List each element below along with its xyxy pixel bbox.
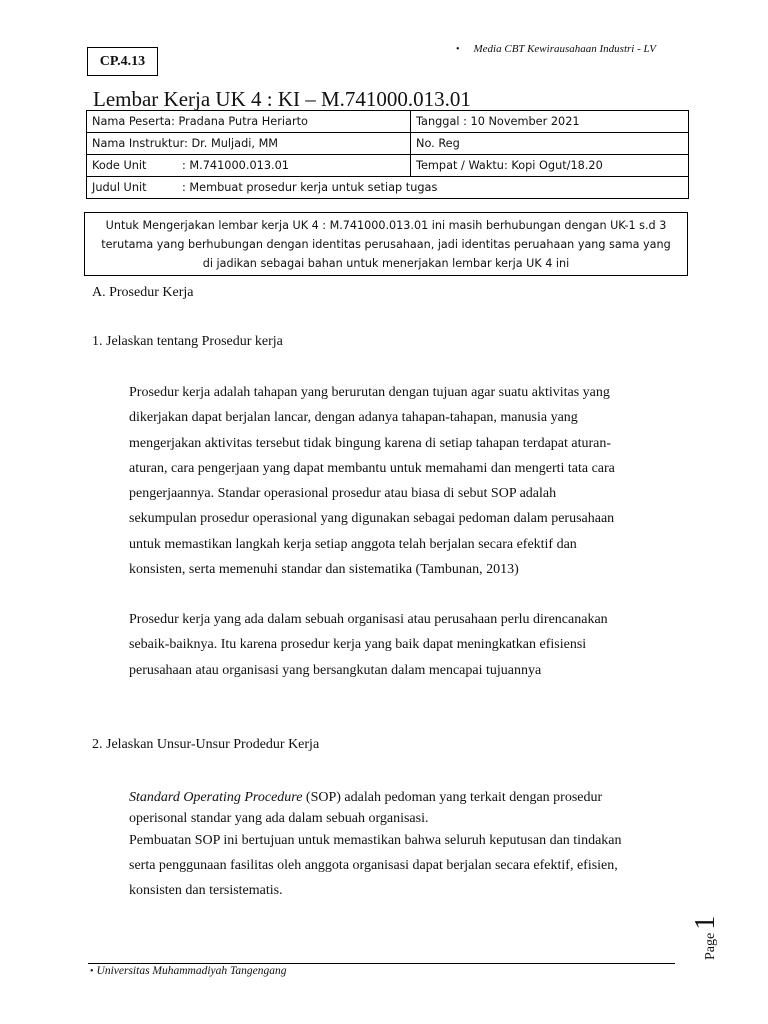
notice-line: di jadikan sebagai bahan untuk menerjakan lembar kerja UK 4 ini [202, 257, 570, 270]
notice-box [84, 212, 688, 276]
page-label-text: Page [703, 932, 718, 960]
question-2: 2. Jelaskan Unsur-Unsur Prodedur Kerja [92, 737, 320, 752]
question-1: 1. Jelaskan tentang Prosedur kerja [92, 334, 283, 349]
unit-code: CP.4.13 [99, 53, 146, 69]
sop-term: Standard Operating Procedure [129, 790, 303, 805]
paragraph-line: pengerjaannya. Standar operasional prosedur atau biasa di sebut SOP adalah [129, 486, 557, 502]
paragraph-line: untuk memastikan langkah kerja setiap anggota telah berjalan secara efektif dan [129, 536, 577, 552]
table-row [87, 111, 689, 133]
paragraph-line: mengerjakan aktivitas tersebut tidak bingung karena di setiap tahapan terdapat aturan- [129, 435, 612, 451]
unit-title-label: Judul Unit [92, 181, 147, 194]
unit-code-cell [87, 155, 411, 177]
table-row [87, 133, 689, 155]
answer-2-paragraph [129, 786, 689, 903]
reg-number-cell: No. Reg [411, 133, 689, 155]
unit-code-label: Kode Unit [92, 159, 147, 172]
header-note-text: Media CBT Kewirausahaan Industri - LV [473, 43, 656, 55]
document-title: Lembar Kerja UK 4 : KI – M.741000.013.01 [93, 87, 471, 111]
page-number-label [690, 905, 730, 965]
paragraph-line: operisonal standar yang ada dalam sebuah organisasi. [129, 811, 429, 826]
notice-line: terutama yang berhubungan dengan identitas perusahaan, jadi identitas peruahaan yang sama yang [101, 238, 671, 251]
answer-1-paragraph-1 [129, 380, 689, 582]
bullet-icon: • [90, 966, 94, 977]
instructor-name: Nama Instruktur: Dr. Muljadi, MM [87, 133, 411, 155]
paragraph-line: perusahaan atau organisasi yang bersangkutan dalam mencapai tujuannya [129, 662, 542, 678]
footer-text: Universitas Muhammadiyah Tangengang [96, 965, 287, 977]
table-row [87, 177, 689, 199]
paragraph-line: serta penggunaan fasilitas oleh anggota organisasi dapat berjalan secara efektif, efisien, [129, 858, 618, 873]
bullet-icon: • [456, 44, 460, 55]
answer-1-paragraph-2 [129, 607, 689, 683]
date-cell: Tanggal : 10 November 2021 [411, 111, 689, 133]
table-row [87, 155, 689, 177]
info-table [86, 110, 689, 199]
header-note [456, 43, 656, 55]
paragraph-line: konsisten dan tersistematis. [129, 883, 283, 898]
paragraph-line: Prosedur kerja adalah tahapan yang berurutan dengan tujuan agar suatu aktivitas yang [129, 385, 610, 400]
notice-line: Untuk Mengerjakan lembar kerja UK 4 : M.741000.013.01 ini masih berhubungan dengan UK-1 s.d 3 [105, 219, 667, 232]
paragraph-line: Pembuatan SOP ini bertujuan untuk memastikan bahwa seluruh keputusan dan tindakan [129, 833, 622, 848]
section-heading: A. Prosedur Kerja [92, 285, 194, 300]
page-number: 1 [690, 915, 721, 930]
paragraph-line: sekumpulan prosedur operasional yang digunakan sebagai pedoman dalam perusahaan [129, 511, 615, 527]
paragraph-line: dikerjakan dapat berjalan lancar, dengan adanya tahapan-tahapan, manusia yang [129, 410, 578, 426]
footer [90, 965, 286, 977]
place-time-cell: Tempat / Waktu: Kopi Ogut/18.20 [411, 155, 689, 177]
paragraph-line: aturan, cara pengerjaan yang dapat membantu untuk memahami dan mengerti tata cara [129, 460, 615, 476]
paragraph-line [129, 786, 689, 809]
footer-divider [88, 963, 675, 964]
unit-code-box [87, 47, 158, 76]
paragraph-line: sebaik-baiknya. Itu karena prosedur kerja yang baik dapat meningkatkan efisiensi [129, 637, 587, 653]
unit-title-cell [87, 177, 689, 199]
paragraph-line: Prosedur kerja yang ada dalam sebuah organisasi atau perusahaan perlu direncanakan [129, 612, 608, 627]
unit-code-value: : M.741000.013.01 [182, 159, 289, 172]
participant-name: Nama Peserta: Pradana Putra Heriarto [87, 111, 411, 133]
sop-definition: (SOP) adalah pedoman yang terkait dengan prosedur [302, 790, 603, 805]
paragraph-line: konsisten, serta memenuhi standar dan sistematika (Tambunan, 2013) [129, 562, 519, 578]
unit-title-value: : Membuat prosedur kerja untuk setiap tugas [182, 181, 438, 194]
